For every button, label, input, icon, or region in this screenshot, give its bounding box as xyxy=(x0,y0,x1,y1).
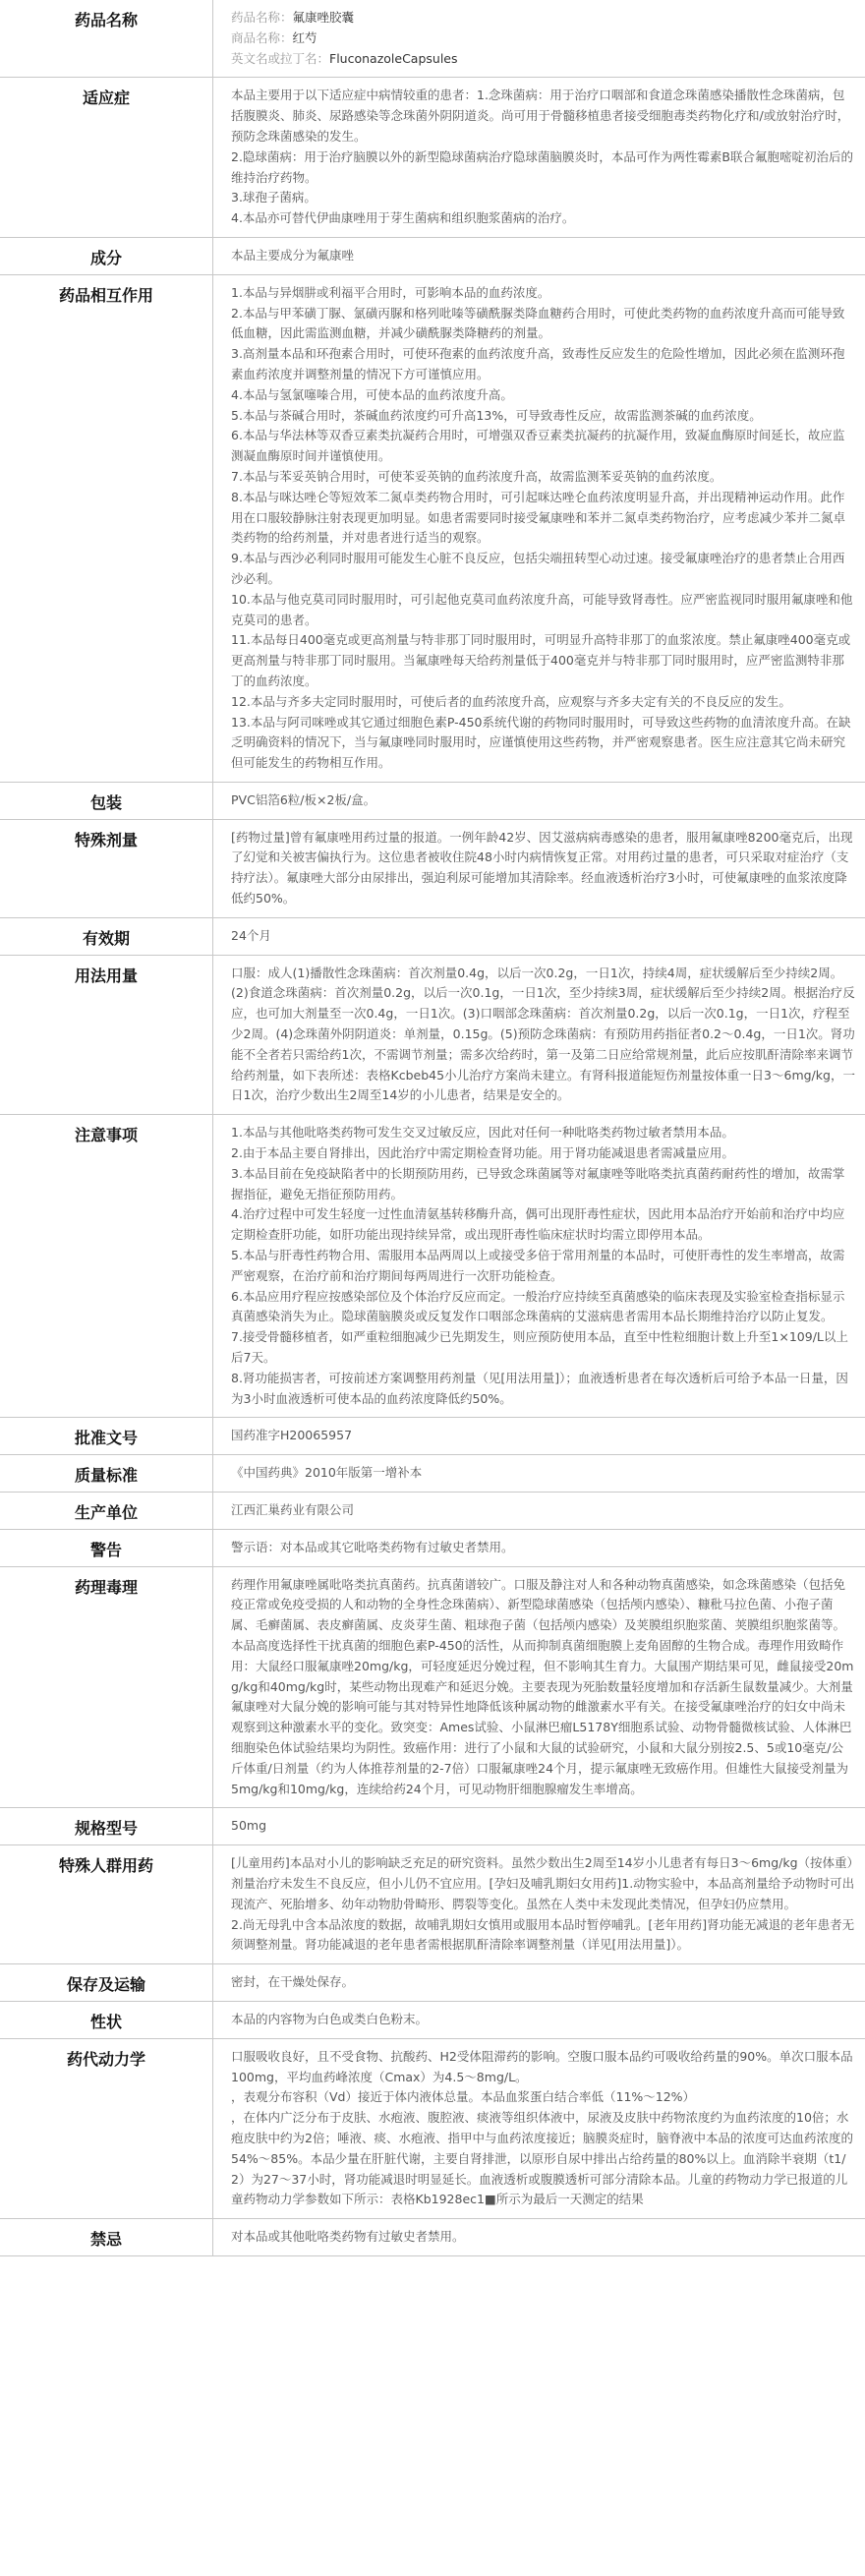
name-line xyxy=(231,49,855,70)
label-special-dosage: 特殊剂量 xyxy=(0,819,213,917)
row-appearance xyxy=(0,2001,865,2038)
row-special-dosage xyxy=(0,819,865,917)
paragraph: 《中国药典》2010年版第一增补本 xyxy=(231,1465,423,1481)
label-storage: 保存及运输 xyxy=(0,1964,213,2002)
paragraph: 11.本品每日400毫克或更高剂量与特非那丁同时服用时，可明显升高特非那丁的血浆浓度。禁止氟康唑400毫克或更高剂量与特非那丁同时服用。当氟康唑每天给药剂量低于400毫克并与特非那丁同时服用时，应严密监测特非那丁的血药浓度。 xyxy=(231,632,851,688)
paragraph: 对本品或其他吡咯类药物有过敏史者禁用。 xyxy=(231,2229,465,2245)
name-line-value: 红芍 xyxy=(292,29,317,45)
paragraph: 口服吸收良好，且不受食物、抗酸药、H2受体阻滞药的影响。空腹口服本品约可吸收给药量的90%。单次口服本品100mg，平均血药峰浓度（Cmax）为4.5～8mg/L。 xyxy=(231,2048,853,2084)
paragraph: 本品主要成分为氟康唑 xyxy=(231,247,355,263)
value-dosage xyxy=(213,955,865,1115)
value-standard xyxy=(213,1455,865,1493)
paragraph: 5.本品与肝毒性药物合用、需服用本品两周以上或接受多倍于常用剂量的本品时，可使肝毒性的发生率增高，故需严密观察，在治疗前和治疗期间每两周进行一次肝功能检查。 xyxy=(231,1248,845,1283)
paragraph: PVC铝箔6粒/板×2板/盒。 xyxy=(231,791,376,807)
value-storage xyxy=(213,1964,865,2002)
value-indications xyxy=(213,78,865,238)
row-contraindications xyxy=(0,2219,865,2256)
paragraph: 3.本品目前在免疫缺陷者中的长期预防用药，已导致念珠菌属等对氟康唑等吡咯类抗真菌药耐药性的增加，故需掌握指征，避免无指征预防用药。 xyxy=(231,1165,845,1201)
paragraph: 50mg xyxy=(231,1818,267,1834)
value-packaging xyxy=(213,782,865,819)
paragraph: [儿童用药]本品对小儿的影响缺乏充足的研究资料。虽然少数出生2周至14岁小儿患者有每日3～6mg/kg（按体重）剂量治疗未发生不良反应，但小儿仍不宜应用。[孕妇及哺乳期妇女用药]1.动物实验中，本品高剂量给予动物时可出现流产、死胎增多、幼年动物肋骨畸形、腭裂等变化。虽然在人类中未发现此类情况，但孕妇仍应禁用。 xyxy=(231,1855,855,1911)
label-approval: 批准文号 xyxy=(0,1418,213,1455)
label-validity: 有效期 xyxy=(0,917,213,955)
paragraph: 口服：成人(1)播散性念珠菌病：首次剂量0.4g，以后一次0.2g，一日1次，持续4周，症状缓解后至少持续2周。(2)食道念珠菌病：首次剂量0.2g，以后一次0.1g，一日1次，至少持续3周，症状缓解后至少持续2周。根据治疗反应，也可加大剂量至一次0.4g，一日1次。(3)口咽部念珠菌病：首次剂量0.2g，以后一次0.1g，一日1次，疗程至少2周。(4)念珠菌外阴阴道炎：单剂量，0.15g。(5)预防念珠菌病：有预防用药指征者0.2～0.4g，一日1次。肾功能不全者若只需给药1次，不需调节剂量；需多次给药时，第一及第二日应给常规剂量，此后应按肌酐清除率来调节给药剂量，如下表所述：表格Kcbeb45小儿治疗方案尚未建立。有肾科报道能短伤剂量按体重一日3～6mg/kg，一日1次，治疗少数出生2周至14岁的小儿患者，结果是安全的。 xyxy=(231,965,855,1103)
paragraph: 7.接受骨髓移植者，如严重粒细胞减少已先期发生，则应预防使用本品，直至中性粒细胞计数上升至1×109/L以上后7天。 xyxy=(231,1329,848,1366)
label-pharmacology: 药理毒理 xyxy=(0,1566,213,1808)
label-warning: 警告 xyxy=(0,1529,213,1566)
paragraph: 8.肾功能损害者，可按前述方案调整用药剂量（见[用法用量]）；血液透析患者在每次透析后可给予本品一日量，因为3小时血液透析可使本品的血药浓度降低约50%。 xyxy=(231,1370,848,1406)
row-warning xyxy=(0,1529,865,1566)
paragraph: 本品的内容物为白色或类白色粉末。 xyxy=(231,2011,429,2026)
row-special-population xyxy=(0,1845,865,1964)
label-dosage: 用法用量 xyxy=(0,955,213,1115)
paragraph: 国药准字H20065957 xyxy=(231,1428,353,1443)
row-pharmacology xyxy=(0,1566,865,1808)
row-ingredients xyxy=(0,237,865,274)
label-special-population: 特殊人群用药 xyxy=(0,1845,213,1964)
label-contraindications: 禁忌 xyxy=(0,2219,213,2256)
row-storage xyxy=(0,1964,865,2002)
paragraph: 12.本品与齐多夫定同时服用时，可使后者的血药浓度升高，应观察与齐多夫定有关的不良反应的发生。 xyxy=(231,693,791,709)
paragraph: 24个月 xyxy=(231,927,271,943)
value-ingredients xyxy=(213,237,865,274)
label-interactions: 药品相互作用 xyxy=(0,274,213,782)
paragraph: 本品主要用于以下适应症中病情较重的患者：1.念珠菌病：用于治疗口咽部和食道念珠菌感染播散性念珠菌病，包括腹膜炎、肺炎、尿路感染等念珠菌外阴阴道炎。尚可用于骨髓移植患者接受细胞毒类药物化疗和/或放射治疗时，预防念珠菌感染的发生。 xyxy=(231,88,850,144)
paragraph: 4.治疗过程中可发生轻度一过性血清氨基转移酶升高，偶可出现肝毒性症状，因此用本品治疗开始前和治疗中均应定期检查肝功能，如肝功能出现持续异常，或出现肝毒性临床症状时均需立即停用本品。 xyxy=(231,1206,845,1243)
paragraph: 7.本品与苯妥英钠合用时，可使苯妥英钠的血药浓度升高，故需监测苯妥英钠的血药浓度。 xyxy=(231,468,722,484)
row-pharmacokinetics xyxy=(0,2038,865,2218)
paragraph: 6.本品与华法林等双香豆素类抗凝药合用时，可增强双香豆素类抗凝药的抗凝作用，致凝血酶原时间延长，故应监测凝血酶原时间并谨慎使用。 xyxy=(231,428,845,464)
paragraph: 5.本品与茶碱合用时，茶碱血药浓度约可升高13%，可导致毒性反应，故需监测茶碱的血药浓度。 xyxy=(231,407,762,423)
paragraph: 2.隐球菌病：用于治疗脑膜以外的新型隐球菌病治疗隐球菌脑膜炎时，本品可作为两性霉素B联合氟胞嘧啶初治后的维持治疗药物。 xyxy=(231,148,854,185)
value-pharmacokinetics xyxy=(213,2038,865,2218)
paragraph: 13.本品与阿司咪唑或其它通过细胞色素P-450系统代谢的药物同时服用时，可导致这些药物的血清浓度升高。在缺乏明确资料的情况下，当与氟康唑同时服用时，应谨慎使用这些药物，并严密观察患者。医生应注意其它尚未研究但可能发生的药物相互作用。 xyxy=(231,714,851,771)
label-manufacturer: 生产单位 xyxy=(0,1493,213,1530)
value-drug-name xyxy=(213,0,865,78)
row-standard xyxy=(0,1455,865,1493)
paragraph: 2.尚无母乳中含本品浓度的数据，故哺乳期妇女慎用或服用本品时暂停哺乳。[老年用药]肾功能无减退的老年患者无须调整剂量。肾功能减退的老年患者需根据肌酐清除率调整剂量（详见[用法用量]）。 xyxy=(231,1916,855,1953)
label-spec: 规格型号 xyxy=(0,1808,213,1845)
paragraph: 3.高剂量本品和环孢素合用时，可使环孢素的血药浓度升高，致毒性反应发生的危险性增加，因此必须在监测环孢素血药浓度并调整剂量的情况下方可谨慎应用。 xyxy=(231,346,845,381)
name-line-value: 氟康唑胶囊 xyxy=(292,10,355,25)
value-warning xyxy=(213,1529,865,1566)
value-validity xyxy=(213,917,865,955)
value-interactions xyxy=(213,274,865,782)
label-packaging: 包装 xyxy=(0,782,213,819)
label-standard: 质量标准 xyxy=(0,1455,213,1493)
name-line-value: FluconazoleCapsules xyxy=(329,50,458,66)
value-approval xyxy=(213,1418,865,1455)
value-special-dosage xyxy=(213,819,865,917)
label-indications: 适应症 xyxy=(0,78,213,238)
row-manufacturer xyxy=(0,1493,865,1530)
paragraph: [药物过量]曾有氟康唑用药过量的报道。一例年龄42岁、因艾滋病病毒感染的患者，服用氟康唑8200毫克后，出现了幻觉和关被害偏执行为。这位患者被收住院48小时内病情恢复正常。对用药过量的患者，可只采取对症治疗（支持疗法）。氟康唑大部分由尿排出，强迫利尿可能增加其清除率。经血液透析治疗3小时，可使氟康唑的血浆浓度降低约50%。 xyxy=(231,829,853,907)
paragraph: 密封，在干燥处保存。 xyxy=(231,1974,355,1990)
paragraph: 6.本品应用疗程应按感染部位及个体治疗反应而定。一般治疗应持续至真菌感染的临床表现及实验室检查指标显示真菌感染消失为止。隐球菌脑膜炎或反复发作口咽部念珠菌病的艾滋病患者需用本品长期维持治疗以防止复发。 xyxy=(231,1288,845,1324)
paragraph: 2.由于本品主要自肾排出，因此治疗中需定期检查肾功能。用于肾功能减退患者需减量应用。 xyxy=(231,1145,734,1161)
label-pharmacokinetics: 药代动力学 xyxy=(0,2038,213,2218)
name-line-key: 商品名称： xyxy=(231,29,293,45)
paragraph: 警示语：对本品或其它吡咯类药物有过敏史者禁用。 xyxy=(231,1539,514,1554)
row-precautions xyxy=(0,1115,865,1418)
row-spec xyxy=(0,1808,865,1845)
row-approval xyxy=(0,1418,865,1455)
paragraph: ，在体内广泛分布于皮肤、水疱液、腹腔液、痰液等组织体液中，尿液及皮肤中药物浓度约为血药浓度的10倍；水疱皮肤中约为2倍；唾液、痰、水疱液、指甲中与血药浓度接近；脑膜炎症时，脑脊液中本品的浓度可达血药浓度的54%～85%。本品少量在肝脏代谢，主要自肾排泄，以原形自尿中排出占给药量的80%以上。血消除半衰期（t1/2）为27～37小时，肾功能减退时明显延长。血液透析或腹膜透析可部分清除本品。儿童的药物动力学已报道的儿童药物动力学参数如下所示：表格Kb1928ec1■所示为最后一天测定的结果 xyxy=(231,2110,853,2207)
paragraph: 1.本品与异烟肼或利福平合用时，可影响本品的血药浓度。 xyxy=(231,284,550,300)
value-spec xyxy=(213,1808,865,1845)
name-line xyxy=(231,8,855,29)
label-drug-name: 药品名称 xyxy=(0,0,213,78)
name-line-key: 药品名称： xyxy=(231,10,293,25)
paragraph: 2.本品与甲苯磺丁脲、氯磺丙脲和格列吡嗪等磺酰脲类降血糖药合用时，可使此类药物的血药浓度升高而可能导致低血糖，因此需监测血糖，并减少磺酰脲类降糖药的剂量。 xyxy=(231,305,845,341)
paragraph: 药理作用氟康唑属吡咯类抗真菌药。抗真菌谱较广。口服及静注对人和各种动物真菌感染，如念珠菌感染（包括免疫正常或免疫受损的人和动物的全身性念珠菌病）、新型隐球菌感染（包括颅内感染）、糠秕马拉色菌、小孢子菌属、毛癣菌属、表皮癣菌属、皮炎芽生菌、粗球孢子菌（包括颅内感染）及荚膜组织胞浆菌、荚膜组织胞浆菌等。本品高度选择性干扰真菌的细胞色素P-450的活性，从而抑制真菌细胞膜上麦角固醇的生物合成。毒理作用致畸作用：大鼠经口服氟康唑20mg/kg，可轻度延迟分娩过程，但不影响其生育力。大鼠围产期结果可见，雌鼠接受20mg/kg和40mg/kg时，某些动物出现难产和延迟分娩。主要表现为死胎数量轻度增加和存活新生鼠数量减少。大剂量氟康唑对大鼠分娩的影响可能与其对特异性地降低该种属动物的雌激素水平有关。在接受氟康唑治疗的妇女中尚未观察到这种激素水平的变化。致突变：Ames试验、小鼠淋巴瘤L5178Y细胞系试验、动物骨髓微核试验、人体淋巴细胞染色体试验结果均为阴性。致癌作用：进行了小鼠和大鼠的试验研究，小鼠和大鼠分别按2.5、5或10毫克/公斤体重/日剂量（约为人体推荐剂量的2-7倍）口服氟康唑24个月，提示氟康唑无致癌作用。但雄性大鼠接受剂量为5mg/kg和10mg/kg，连续给药24个月，可见动物肝细胞腺瘤发生率增高。 xyxy=(231,1576,854,1796)
paragraph: 3.球孢子菌病。 xyxy=(231,190,317,205)
value-special-population xyxy=(213,1845,865,1964)
row-interactions xyxy=(0,274,865,782)
label-appearance: 性状 xyxy=(0,2001,213,2038)
paragraph: 4.本品与氢氯噻嗪合用，可使本品的血药浓度升高。 xyxy=(231,386,513,402)
paragraph: 江西汇巢药业有限公司 xyxy=(231,1502,355,1517)
label-precautions: 注意事项 xyxy=(0,1115,213,1418)
label-ingredients: 成分 xyxy=(0,237,213,274)
value-manufacturer xyxy=(213,1493,865,1530)
value-contraindications xyxy=(213,2219,865,2256)
paragraph: ，表观分布容积（Vd）接近于体内液体总量。本品血浆蛋白结合率低（11%～12%） xyxy=(231,2089,696,2105)
value-pharmacology xyxy=(213,1566,865,1808)
paragraph: 8.本品与咪达唑仑等短效苯二氮卓类药物合用时，可引起咪达唑仑血药浓度明显升高，并出现精神运动作用。此作用在口服较静脉注射表现更加明显。如患者需要同时接受氟康唑和苯并二氮卓类药物治疗，应考虑减少苯并二氮卓类药物的给药剂量，并对患者进行适当的观察。 xyxy=(231,489,846,546)
row-dosage xyxy=(0,955,865,1115)
row-indications xyxy=(0,78,865,238)
name-line-key: 英文名或拉丁名： xyxy=(231,50,330,66)
name-line xyxy=(231,29,855,49)
value-precautions xyxy=(213,1115,865,1418)
row-drug-name xyxy=(0,0,865,78)
value-appearance xyxy=(213,2001,865,2038)
paragraph: 9.本品与西沙必利同时服用可能发生心脏不良反应，包括尖端扭转型心动过速。接受氟康唑治疗的患者禁止合用西沙必利。 xyxy=(231,551,845,586)
row-packaging xyxy=(0,782,865,819)
paragraph: 4.本品亦可替代伊曲康唑用于芽生菌病和组织胞浆菌病的治疗。 xyxy=(231,210,575,226)
paragraph: 10.本品与他克莫司同时服用时，可引起他克莫司血药浓度升高，可能导致肾毒性。应严密监视同时服用氟康唑和他克莫司的患者。 xyxy=(231,591,853,627)
row-validity xyxy=(0,917,865,955)
paragraph: 1.本品与其他吡咯类药物可发生交叉过敏反应，因此对任何一种吡咯类药物过敏者禁用本品。 xyxy=(231,1125,734,1141)
